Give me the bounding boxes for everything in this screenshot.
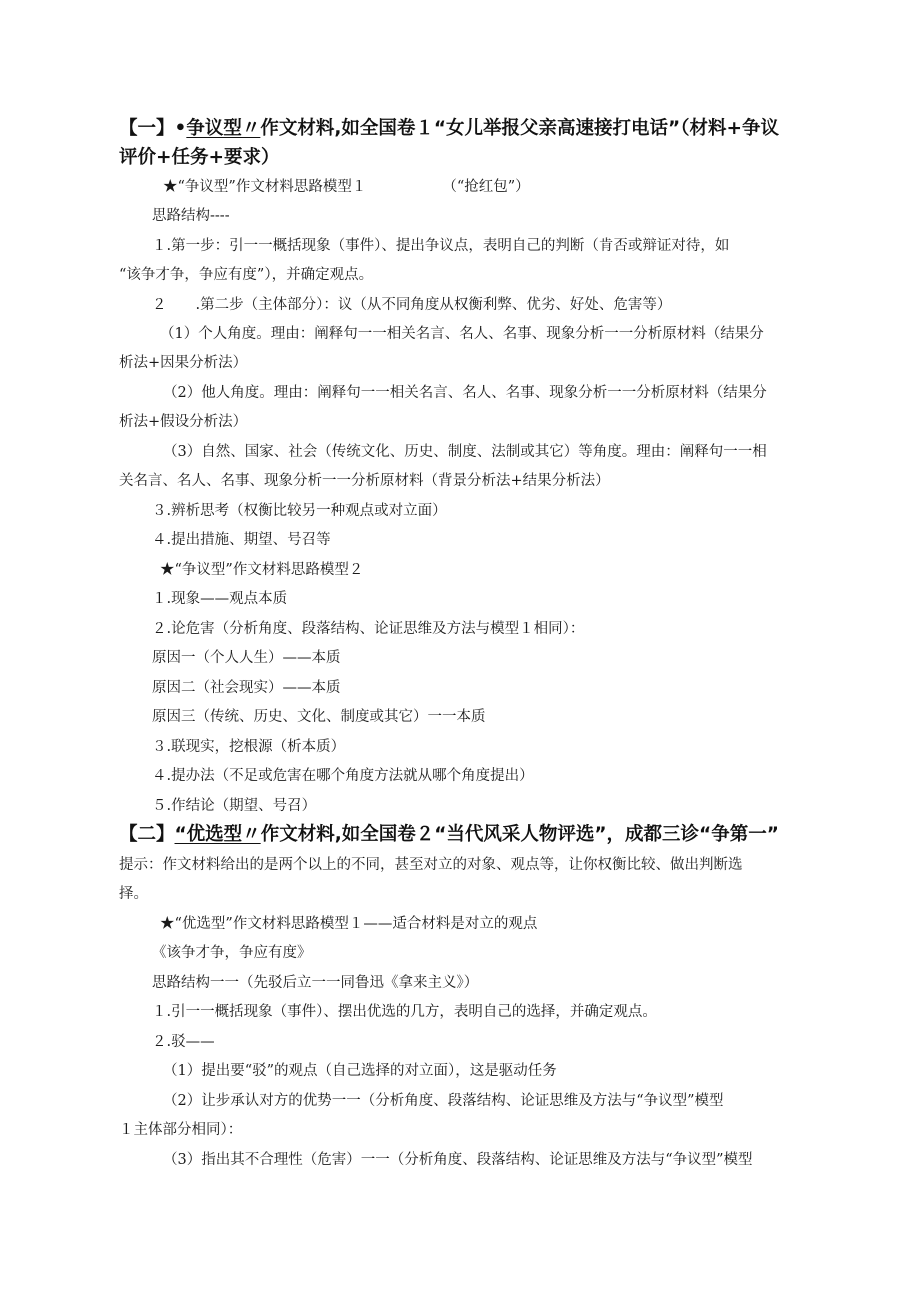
model1-step-line: “该争才争，争应有度”），并确定观点。 [119, 267, 374, 283]
model2-step-line: １.现象——观点本质 [152, 591, 288, 607]
section1-heading-text: 作文材料,如全国卷１“女儿举报父亲高速接打电话”（材料+争议 [260, 118, 779, 139]
model2-title: ★“争议型”作文材料思路模型２ [160, 562, 364, 578]
model1-title-text: ★“争议型”作文材料思路模型１ [163, 179, 367, 195]
model1-step-line: （1）个人角度。理由：阐释句一一相关名言、名人、名事、现象分析一一分析原材料（结果分 [160, 326, 764, 342]
section1-bracket: 【一】 [119, 118, 175, 139]
model1-step-line: １.第一步：引一一概括现象（事件）、提出争议点，表明自己的判断（肯否或辩证对待，如 [152, 238, 730, 254]
model2-step-line: ３.联现实，挖根源（析本质） [152, 739, 346, 755]
section2-hint-line: 择。 [119, 886, 148, 902]
model1-step-line: （2）他人角度。理由：阐释句一一相关名言、名人、名事、现象分析一一分析原材料（结果分 [163, 385, 767, 401]
model1-step-line: ４.提出措施、期望、号召等 [152, 532, 331, 548]
section2-step-line: １主体部分相同）： [119, 1122, 243, 1138]
section2-step-line: （1）提出要“驳”的观点（自己选择的对立面），这是驱动任务 [163, 1063, 557, 1079]
model2-step-line: ２.论危害（分析角度、段落结构、论证思维及方法与模型１相同）： [152, 621, 585, 637]
section2-step-line: （2）让步承认对方的优势一一（分析角度、段落结构、论证思维及方法与“争议型”模型 [163, 1093, 724, 1109]
section1-heading-line2: 评价+任务+要求） [119, 147, 280, 168]
section2-label: “优选型〃 [174, 824, 261, 845]
section2-step-line: １.引一一概括现象（事件）、摆出优选的几方，表明自己的选择，并确定观点。 [152, 1004, 657, 1020]
section2-model1-title: ★“优选型”作文材料思路模型１——适合材料是对立的观点 [160, 916, 538, 932]
model1-step-line: 析法+因果分析法） [119, 355, 248, 371]
model1-step-line: 析法+假设分析法） [119, 414, 248, 430]
section2-step-line: ２.驳—— [152, 1034, 215, 1050]
model1-step-line: ３.辨析思考（权衡比较另一种观点或对立面） [152, 503, 447, 519]
model1-title-tail: （“抢红包”） [442, 179, 530, 195]
model2-step-line: 原因三（传统、历史、文化、制度或其它）一一本质 [152, 709, 486, 725]
section2-bracket: 【二】 [119, 824, 175, 845]
model1-structure: 思路结构---- [152, 208, 230, 224]
model2-step-line: 原因一（个人人生）——本质 [152, 650, 341, 666]
section2-step-line: （3）指出其不合理性（危害）一一（分析角度、段落结构、论证思维及方法与“争议型”模型 [163, 1152, 753, 1168]
model1-step-line: （3）自然、国家、社会（传统文化、历史、制度、法制或其它）等角度。理由：阐释句一一相 [163, 444, 767, 460]
model1-step-line: 关名言、名人、名事、现象分析一一分析原材料（背景分析法+结果分析法） [119, 473, 610, 489]
model2-step-line: ５.作结论（期望、号召） [152, 798, 317, 814]
model2-step-line: 原因二（社会现实）——本质 [152, 680, 341, 696]
section1-label: 争议型〃 [186, 118, 261, 139]
section2-model1-quote: 《该争才争，争应有度》 [152, 945, 312, 961]
model1-step-line: ２ .第二步（主体部分）：议（从不同角度从权衡利弊、优劣、好处、危害等） [152, 297, 672, 313]
section1-heading [119, 116, 779, 142]
section2-heading [119, 822, 779, 848]
section1-bullet: • [174, 118, 187, 139]
section2-heading-text: 作文材料,如全国卷２“当代风采人物评选”，成都三诊“争第一” [260, 824, 779, 845]
section2-model1-structure: 思路结构一一（先驳后立一一同鲁迅《拿来主义》） [152, 975, 479, 991]
model1-title [163, 177, 530, 197]
model2-step-line: ４.提办法（不足或危害在哪个角度方法就从哪个角度提出） [152, 768, 534, 784]
section2-hint-line: 提示：作文材料给出的是两个以上的不同，甚至对立的对象、观点等，让你权衡比较、做出判断选 [119, 857, 743, 873]
